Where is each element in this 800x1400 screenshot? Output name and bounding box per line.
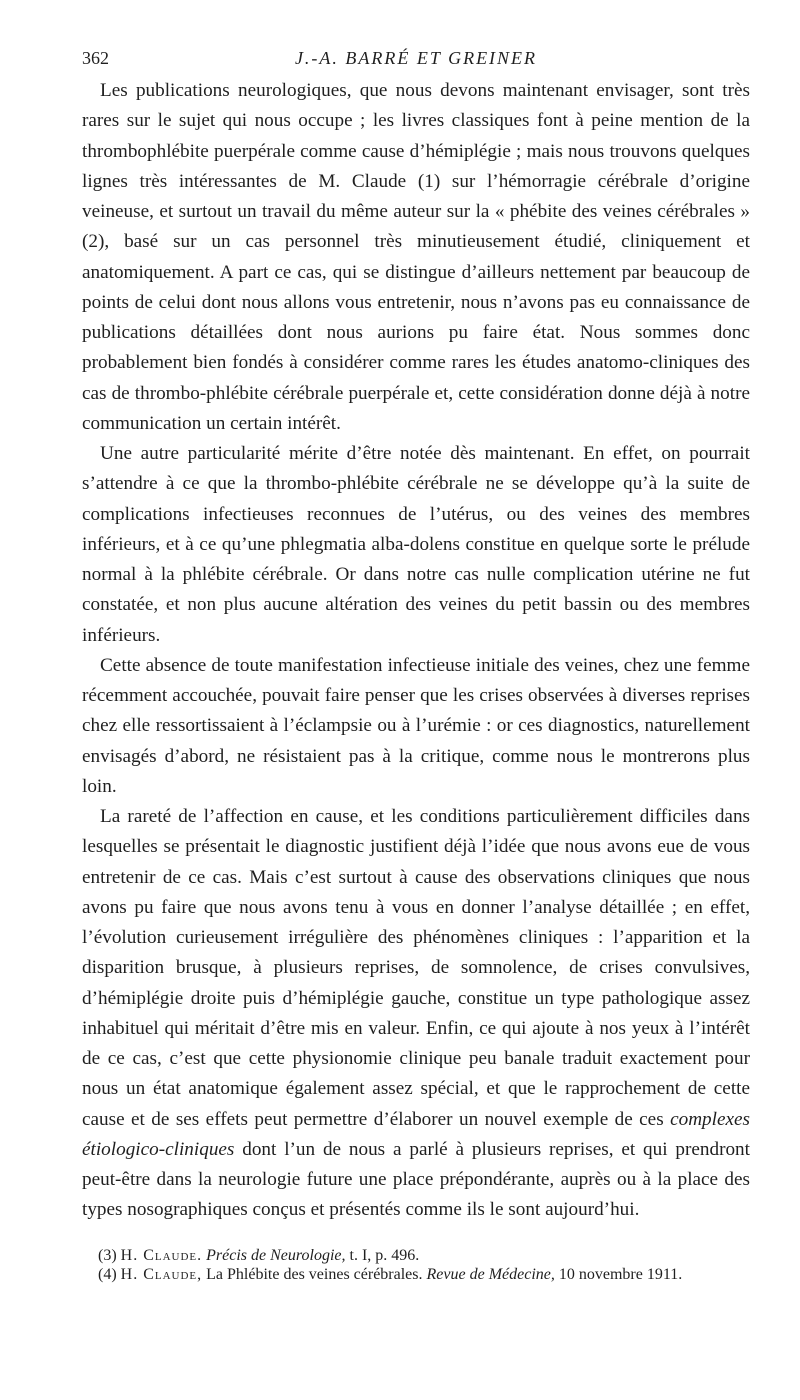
footnote-4-journal: Revue de Médecine, — [426, 1265, 555, 1283]
paragraph-4-text-before: La rareté de l’affection en cause, et les conditions particulièrement difficiles dans lesquelles se présentait le diagnostic justifient déjà l’idée que nous avons eue de vous entretenir de ce cas. Mais c’est surtout à cause des observations cliniques que nous avons pu faire que nous avons tenu à vous en donner l’analyse détaillée ; en effet, l’évolution curieusement irrégulière des phénomènes cliniques : l’apparition et la disparition brusque, à plusieurs reprises, de somnolence, de crises convulsives, d’hémiplégie droite puis d’hémiplégie gauche, constitue un type pathologique assez inhabituel qui méritait d’être mis en valeur. Enfin, ce qui ajoute à nos yeux à l’intérêt de ce cas, c’est que cette physionomie clinique peu banale traduit exactement pour nous un état anatomique également assez spécial, et que le rapprochement de cette cause et de ses effets peut permettre d’élaborer un nouvel exemple de ces — [82, 806, 750, 1130]
footnote-3-marker: (3) — [98, 1246, 117, 1264]
paragraph-3: Cette absence de toute manifestation infectieuse initiale des veines, chez une femme récemment accouchée, pouvait faire penser que les crises observées à diverses reprises chez elle ressortissaient à l’éclampsie ou à l’urémie : or ces diagnostics, naturellement envisagés d’abord, ne résistaient pas à la critique, comme nous le montrerons plus loin. — [82, 654, 750, 797]
footnotes — [82, 1246, 750, 1284]
page — [82, 44, 750, 1284]
paragraph-4-text-after: dont l’un de nous a parlé à plusieurs reprises, et qui prendront peut-être dans la neurologie future une place prépondérante, auprès ou à la place des types nosographiques conçus et présentés comme ils le sont aujourd’hui. — [82, 1138, 750, 1221]
running-head — [82, 44, 750, 72]
paragraph-4-emphasis: complexes étiologico-cliniques — [82, 1108, 750, 1160]
paragraph-1: Les publications neurologiques, que nous devons maintenant envisager, sont très rares sur le sujet qui nous occupe ; les livres classiques font à peine mention de la thrombophlébite puerpérale comme cause d’hémiplégie ; mais nous trouvons quelques lignes très intéressantes de M. Claude (1) sur l’hémorragie cérébrale d’origine veineuse, et surtout un travail du même auteur sur la « phébite des veines cérébrales » (2), basé sur un cas personnel très minutieusement étudié, cliniquement et anatomiquement. A part ce cas, qui se distingue d’ailleurs nettement par beaucoup de points de celui dont nous allons vous entretenir, nous n’avons pas eu connaissance de publications détaillées dont nous aurions pu faire état. Nous sommes donc probablement bien fondés à considérer comme rares les études anatomo-cliniques des cas de thrombo-phlébite cérébrale puerpérale et, cette considération donne déjà à notre communication un certain intérêt. — [82, 80, 750, 434]
running-title: J.-A. BARRÉ ET GREINER — [294, 48, 538, 68]
footnote-4-rest: 10 novembre 1911. — [558, 1265, 683, 1283]
footnote-4-work: La Phlébite des veines cérébrales. — [206, 1265, 423, 1283]
footnote-3-rest: t. I, p. 496. — [349, 1246, 420, 1264]
paragraph-4 — [82, 802, 750, 1226]
footnote-3-work: Précis de Neurologie, — [206, 1246, 346, 1264]
paragraph-2: Une autre particularité mérite d’être notée dès maintenant. En effet, on pourrait s’attendre à ce que la thrombo-phlébite cérébrale ne se développe qu’à la suite de complications infectieuses reconnues de l’utérus, ou des veines des membres inférieurs, et à ce qu’une phlegmatia alba-dolens constitue en quelque sorte le prélude normal à la phlébite cérébrale. Or dans notre cas nulle complication utérine ne fut constatée, et non plus aucune altération des veines du petit bassin ou des membres inférieurs. — [82, 443, 750, 646]
footnote-4-marker: (4) — [98, 1265, 117, 1283]
page-number: 362 — [82, 48, 109, 68]
footnote-4-author: H. Claude, — [120, 1265, 203, 1283]
footnote-3-author: H. Claude. — [120, 1246, 203, 1264]
footnote-4 — [82, 1265, 750, 1284]
body-text — [82, 76, 750, 1226]
footnote-3 — [82, 1246, 750, 1265]
